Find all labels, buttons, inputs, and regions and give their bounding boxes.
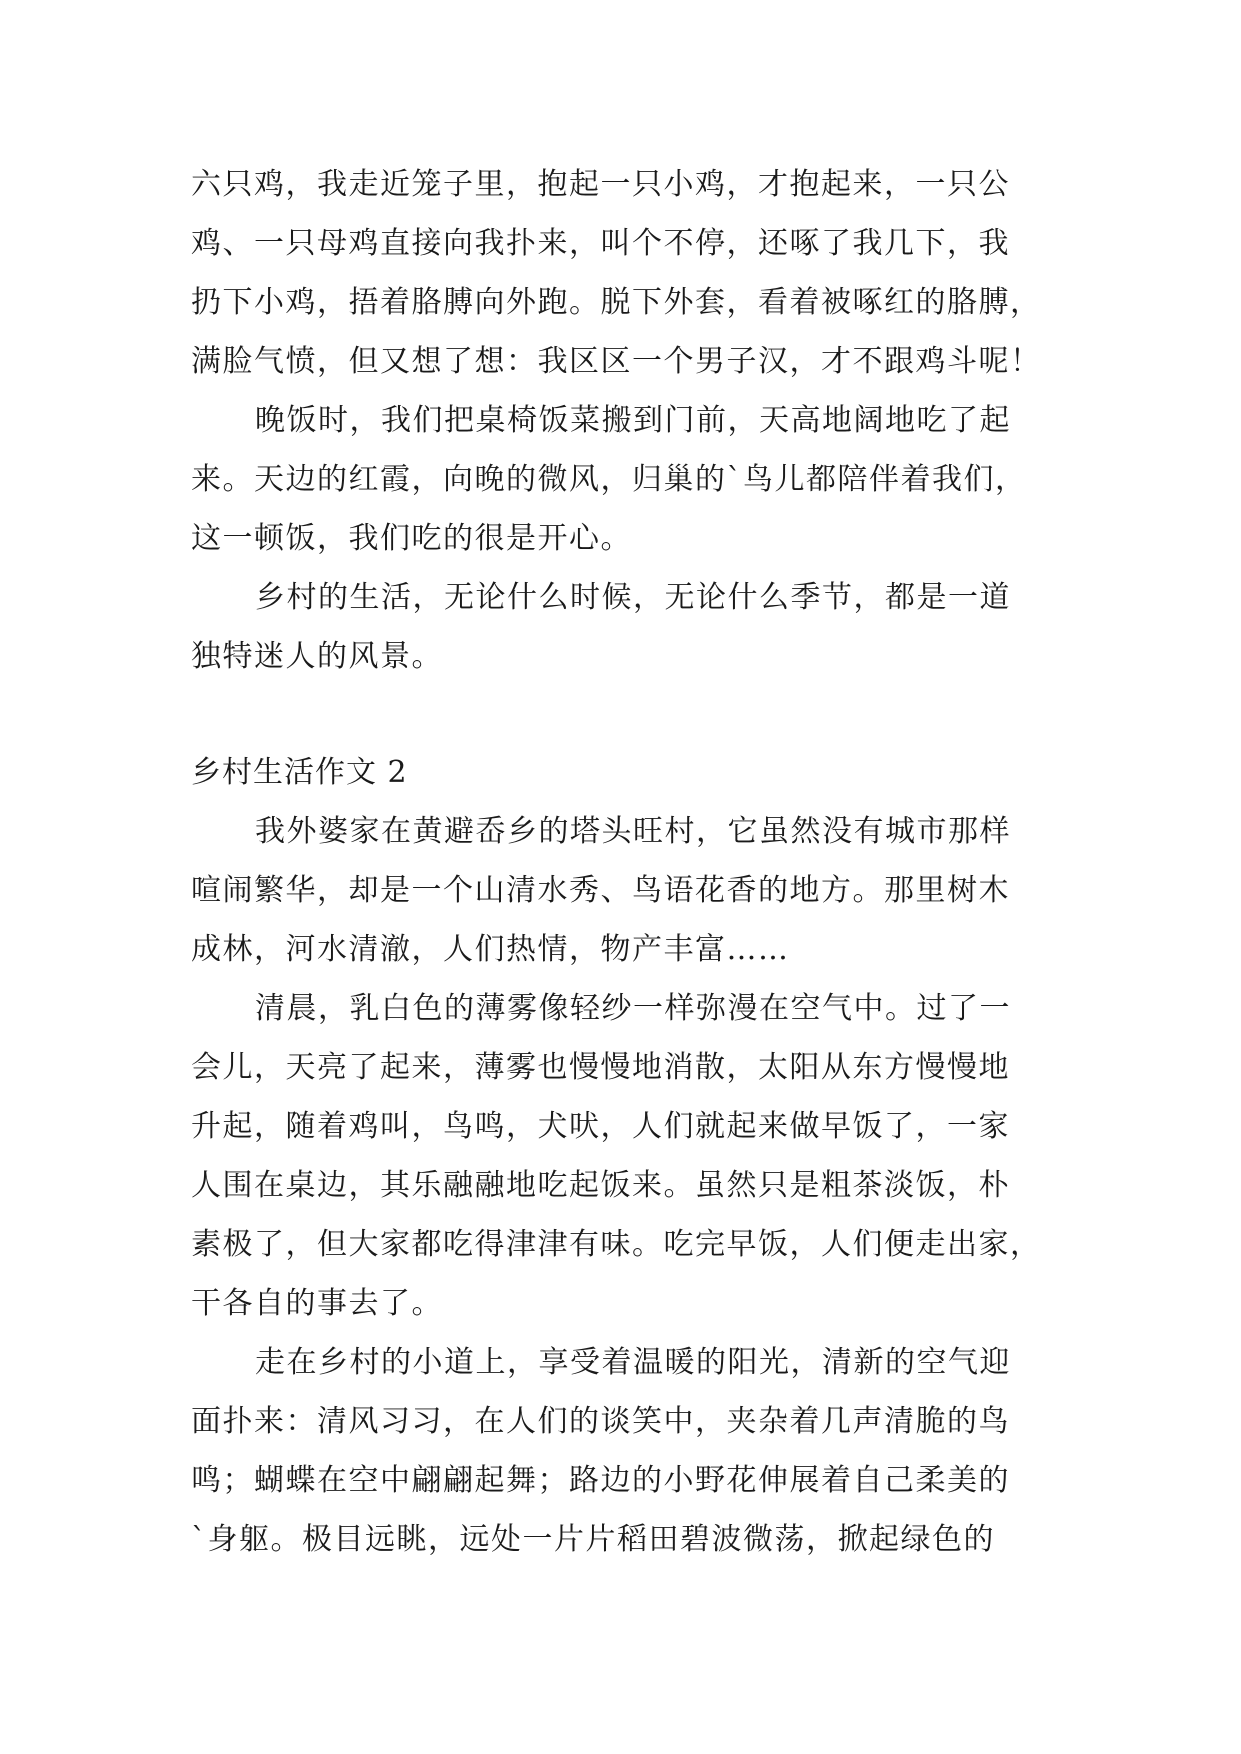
paragraph-5 bbox=[191, 979, 1053, 1333]
paragraph-4 bbox=[191, 802, 1053, 979]
text-line: 我外婆家在黄避岙乡的塔头旺村，它虽然没有城市那样 bbox=[255, 814, 1011, 849]
text-line: 六只鸡，我走近笼子里，抱起一只小鸡，才抱起来，一只公 bbox=[191, 167, 1010, 202]
text-line: 人围在桌边，其乐融融地吃起饭来。虽然只是粗茶淡饭，朴 bbox=[191, 1168, 1010, 1203]
text-line: 乡村的生活，无论什么时候，无论什么季节，都是一道 bbox=[255, 580, 1011, 615]
text-line: 来。天边的红霞，向晚的微风，归巢的`鸟儿都陪伴着我们， bbox=[191, 462, 1027, 497]
text-line: 晚饭时，我们把桌椅饭菜搬到门前，天高地阔地吃了起 bbox=[255, 403, 1011, 438]
essay-heading: 乡村生活作文 2 bbox=[191, 755, 408, 790]
text-line: 升起，随着鸡叫，鸟鸣，犬吠，人们就起来做早饭了，一家 bbox=[191, 1109, 1010, 1144]
text-line: 这一顿饭，我们吃的很是开心。 bbox=[191, 521, 632, 556]
text-line: 会儿，天亮了起来，薄雾也慢慢地消散，太阳从东方慢慢地 bbox=[191, 1050, 1010, 1085]
paragraph-3 bbox=[191, 568, 1053, 686]
text-line: 素极了，但大家都吃得津津有味。吃完早饭，人们便走出家， bbox=[191, 1227, 1042, 1262]
paragraph-2 bbox=[191, 391, 1053, 568]
text-line: `身躯。极目远眺，远处一片片稻田碧波微荡，掀起绿色的 bbox=[191, 1522, 995, 1557]
essay-body bbox=[191, 155, 1053, 1569]
text-line: 清晨，乳白色的薄雾像轻纱一样弥漫在空气中。过了一 bbox=[255, 991, 1011, 1026]
text-line: 鸡、一只母鸡直接向我扑来，叫个不停，还啄了我几下，我 bbox=[191, 226, 1010, 261]
section-spacer bbox=[191, 686, 1053, 743]
text-line: 扔下小鸡，捂着胳膊向外跑。脱下外套，看着被啄红的胳膊， bbox=[191, 285, 1042, 320]
text-line: 满脸气愤，但又想了想：我区区一个男子汉，才不跟鸡斗呢！ bbox=[191, 344, 1042, 379]
text-line: 成林，河水清澈，人们热情，物产丰富…… bbox=[191, 932, 790, 967]
paragraph-6 bbox=[191, 1333, 1053, 1569]
paragraph-1 bbox=[191, 155, 1053, 391]
text-line: 独特迷人的风景。 bbox=[191, 639, 443, 674]
text-line: 喧闹繁华，却是一个山清水秀、鸟语花香的地方。那里树木 bbox=[191, 873, 1010, 908]
text-line: 走在乡村的小道上，享受着温暖的阳光，清新的空气迎 bbox=[255, 1345, 1011, 1380]
text-line: 鸣；蝴蝶在空中翩翩起舞；路边的小野花伸展着自己柔美的 bbox=[191, 1463, 1010, 1498]
text-line: 干各自的事去了。 bbox=[191, 1286, 443, 1321]
text-line: 面扑来：清风习习，在人们的谈笑中，夹杂着几声清脆的鸟 bbox=[191, 1404, 1010, 1439]
